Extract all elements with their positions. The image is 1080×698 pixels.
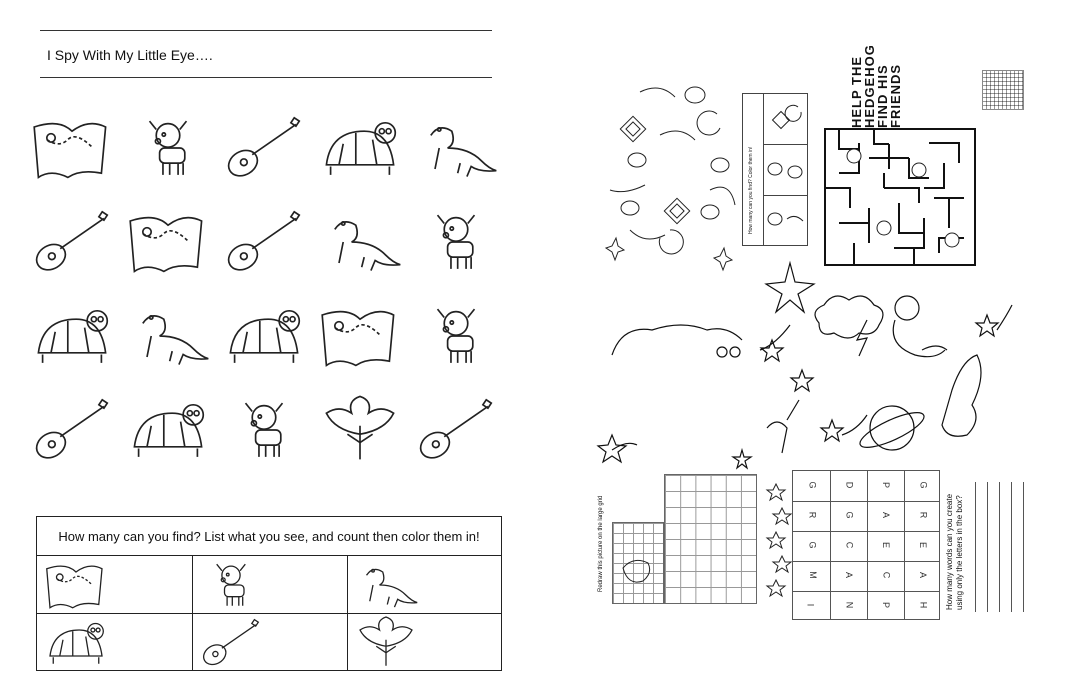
deer-icon [414,296,498,376]
turtle-icon [222,296,306,376]
grid-item [30,202,114,287]
letter-cell: A [843,571,854,579]
letter-cell: E [917,541,928,549]
letter-cell: P [880,481,891,489]
dinosaur-icon [126,296,210,376]
guitar-icon [30,390,114,470]
writing-lines [975,482,1027,612]
grid-item [414,202,498,287]
grid-item [30,108,114,193]
letter-cell: R [806,511,817,519]
count-cell-image [41,559,111,616]
count-cell-image [41,617,111,674]
letter-cell: A [880,511,891,519]
letter-cell: N [843,601,854,609]
letter-cell: A [917,571,928,579]
grid-item [30,296,114,381]
small-grid [612,522,664,604]
turtle-icon [41,617,111,669]
deer-icon [196,559,266,611]
deer-icon [126,108,210,188]
star-column [766,478,794,598]
letter-cell: P [880,601,891,609]
count-cell-image [351,559,421,616]
maze-thumbnail [982,70,1024,110]
map-icon [318,296,402,376]
letter-cell: G [844,511,855,519]
grid-item [126,108,210,193]
map-icon [41,559,111,611]
letter-cell: G [918,481,929,489]
turtle-icon [30,296,114,376]
dinosaur-icon [351,559,421,611]
star-column-drawing [766,478,794,598]
count-panel [742,93,808,246]
grid-item [414,108,498,193]
activity-drawing [592,260,1022,475]
letter-cell: H [917,601,928,609]
guitar-icon [196,617,266,669]
count-question: How many can you find? List what you see, and count then color them in! [37,517,501,556]
grid-item [222,108,306,193]
grid-item [222,390,306,475]
grid-item [222,296,306,381]
count-panel-label: How many can you find? Color them in! [748,146,754,234]
small-grid-drawing [613,523,663,603]
scatter-items [600,80,740,270]
page-title: I Spy With My Little Eye…. [47,47,213,63]
grid-item [318,390,402,475]
scatter-drawing [600,80,740,270]
grid-item [126,202,210,287]
title-rule [40,77,492,78]
grid-item [126,296,210,381]
letter-cell: C [843,541,854,549]
guitar-icon [222,202,306,282]
large-grid [664,474,757,604]
hedgehog-maze [824,128,976,266]
grid-item [318,296,402,381]
leaf-icon [351,617,421,669]
grid-item [222,202,306,287]
letter-cell: G [807,541,818,549]
count-table [36,516,502,671]
letter-cell: E [880,541,891,549]
count-cell-image [351,617,421,674]
deer-icon [414,202,498,282]
grid-item [414,296,498,381]
activity-pictures [592,260,1022,475]
guitar-icon [414,390,498,470]
grid-item [414,390,498,475]
map-icon [30,108,114,188]
words-label-1: How many words can you create [945,493,954,610]
deer-icon [222,390,306,470]
maze-drawing [824,128,976,266]
grid-item [318,108,402,193]
dinosaur-icon [318,202,402,282]
dinosaur-icon [414,108,498,188]
letter-cell: C [880,571,891,579]
count-cell-image [196,617,266,674]
letter-cell: D [843,481,854,489]
guitar-icon [222,108,306,188]
grid-item [318,202,402,287]
map-icon [126,202,210,282]
letter-cell: I [804,603,815,607]
letter-grid [792,470,940,620]
count-cell-image [196,559,266,616]
redraw-label: Redraw this picture on the large grid [598,495,604,592]
letter-cell: M [807,571,818,579]
letter-cell: R [917,511,928,519]
count-panel-icons [743,94,809,247]
maze-title: HELP THE HEDGEHOG FIND HIS FRIENDS [849,44,903,128]
letter-cell: G [807,481,818,489]
guitar-icon [30,202,114,282]
top-rule [40,30,492,31]
words-label-2: using only the letters in the box? [955,495,964,610]
turtle-icon [126,390,210,470]
turtle-icon [318,108,402,188]
grid-item [30,390,114,475]
leaf-icon [318,390,402,470]
grid-item [126,390,210,475]
